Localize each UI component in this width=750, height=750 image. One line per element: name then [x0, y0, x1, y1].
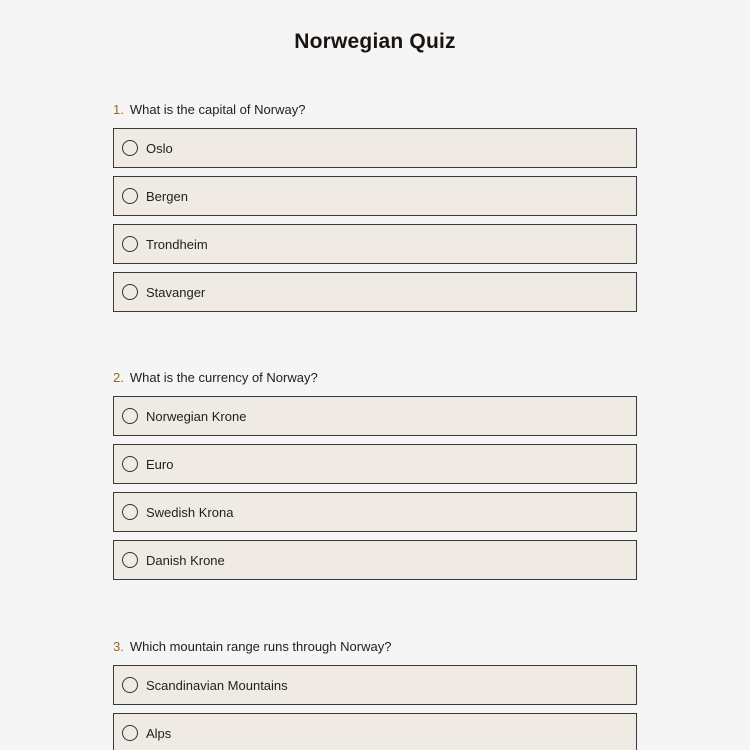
question-2-option-euro[interactable] [113, 444, 637, 484]
question-3-options [113, 665, 637, 750]
question-2-option-swedish-krona[interactable] [113, 492, 637, 532]
option-label: Danish Krone [146, 552, 225, 568]
question-1-options [113, 128, 637, 312]
radio-button[interactable] [122, 140, 138, 156]
radio-button[interactable] [122, 504, 138, 520]
question-3-option-alps[interactable] [113, 713, 637, 750]
radio-button[interactable] [122, 284, 138, 300]
option-label: Trondheim [146, 236, 208, 252]
question-2-text [113, 370, 637, 386]
question-1-number: 1. [113, 102, 124, 117]
question-3-label: Which mountain range runs through Norway? [129, 639, 392, 654]
radio-button[interactable] [122, 188, 138, 204]
option-label: Norwegian Krone [146, 408, 247, 424]
question-3-number: 3. [113, 639, 124, 654]
option-label: Euro [146, 456, 174, 472]
question-2-options [113, 396, 637, 580]
radio-button[interactable] [122, 677, 138, 693]
option-label: Oslo [146, 140, 173, 156]
radio-button[interactable] [122, 725, 138, 741]
question-2-option-norwegian-krone[interactable] [113, 396, 637, 436]
question-2-label: What is the currency of Norway? [129, 370, 318, 385]
question-1-option-trondheim[interactable] [113, 224, 637, 264]
question-1-text [113, 102, 637, 118]
question-3-option-scandinavian-mountains[interactable] [113, 665, 637, 705]
option-label: Swedish Krona [146, 504, 234, 520]
option-label: Scandinavian Mountains [146, 677, 288, 693]
radio-button[interactable] [122, 456, 138, 472]
question-2 [113, 370, 637, 588]
question-1-option-oslo[interactable] [113, 128, 637, 168]
question-1-label: What is the capital of Norway? [129, 102, 306, 117]
radio-button[interactable] [122, 236, 138, 252]
option-label: Alps [146, 725, 172, 741]
question-1 [113, 102, 637, 320]
question-1-option-stavanger[interactable] [113, 272, 637, 312]
radio-button[interactable] [122, 552, 138, 568]
radio-button[interactable] [122, 408, 138, 424]
question-3-text [113, 639, 637, 655]
question-1-option-bergen[interactable] [113, 176, 637, 216]
question-2-number: 2. [113, 370, 124, 385]
question-2-option-danish-krone[interactable] [113, 540, 637, 580]
option-label: Bergen [146, 188, 188, 204]
question-3 [113, 639, 637, 750]
page-title: Norwegian Quiz [294, 30, 456, 53]
option-label: Stavanger [146, 284, 206, 300]
